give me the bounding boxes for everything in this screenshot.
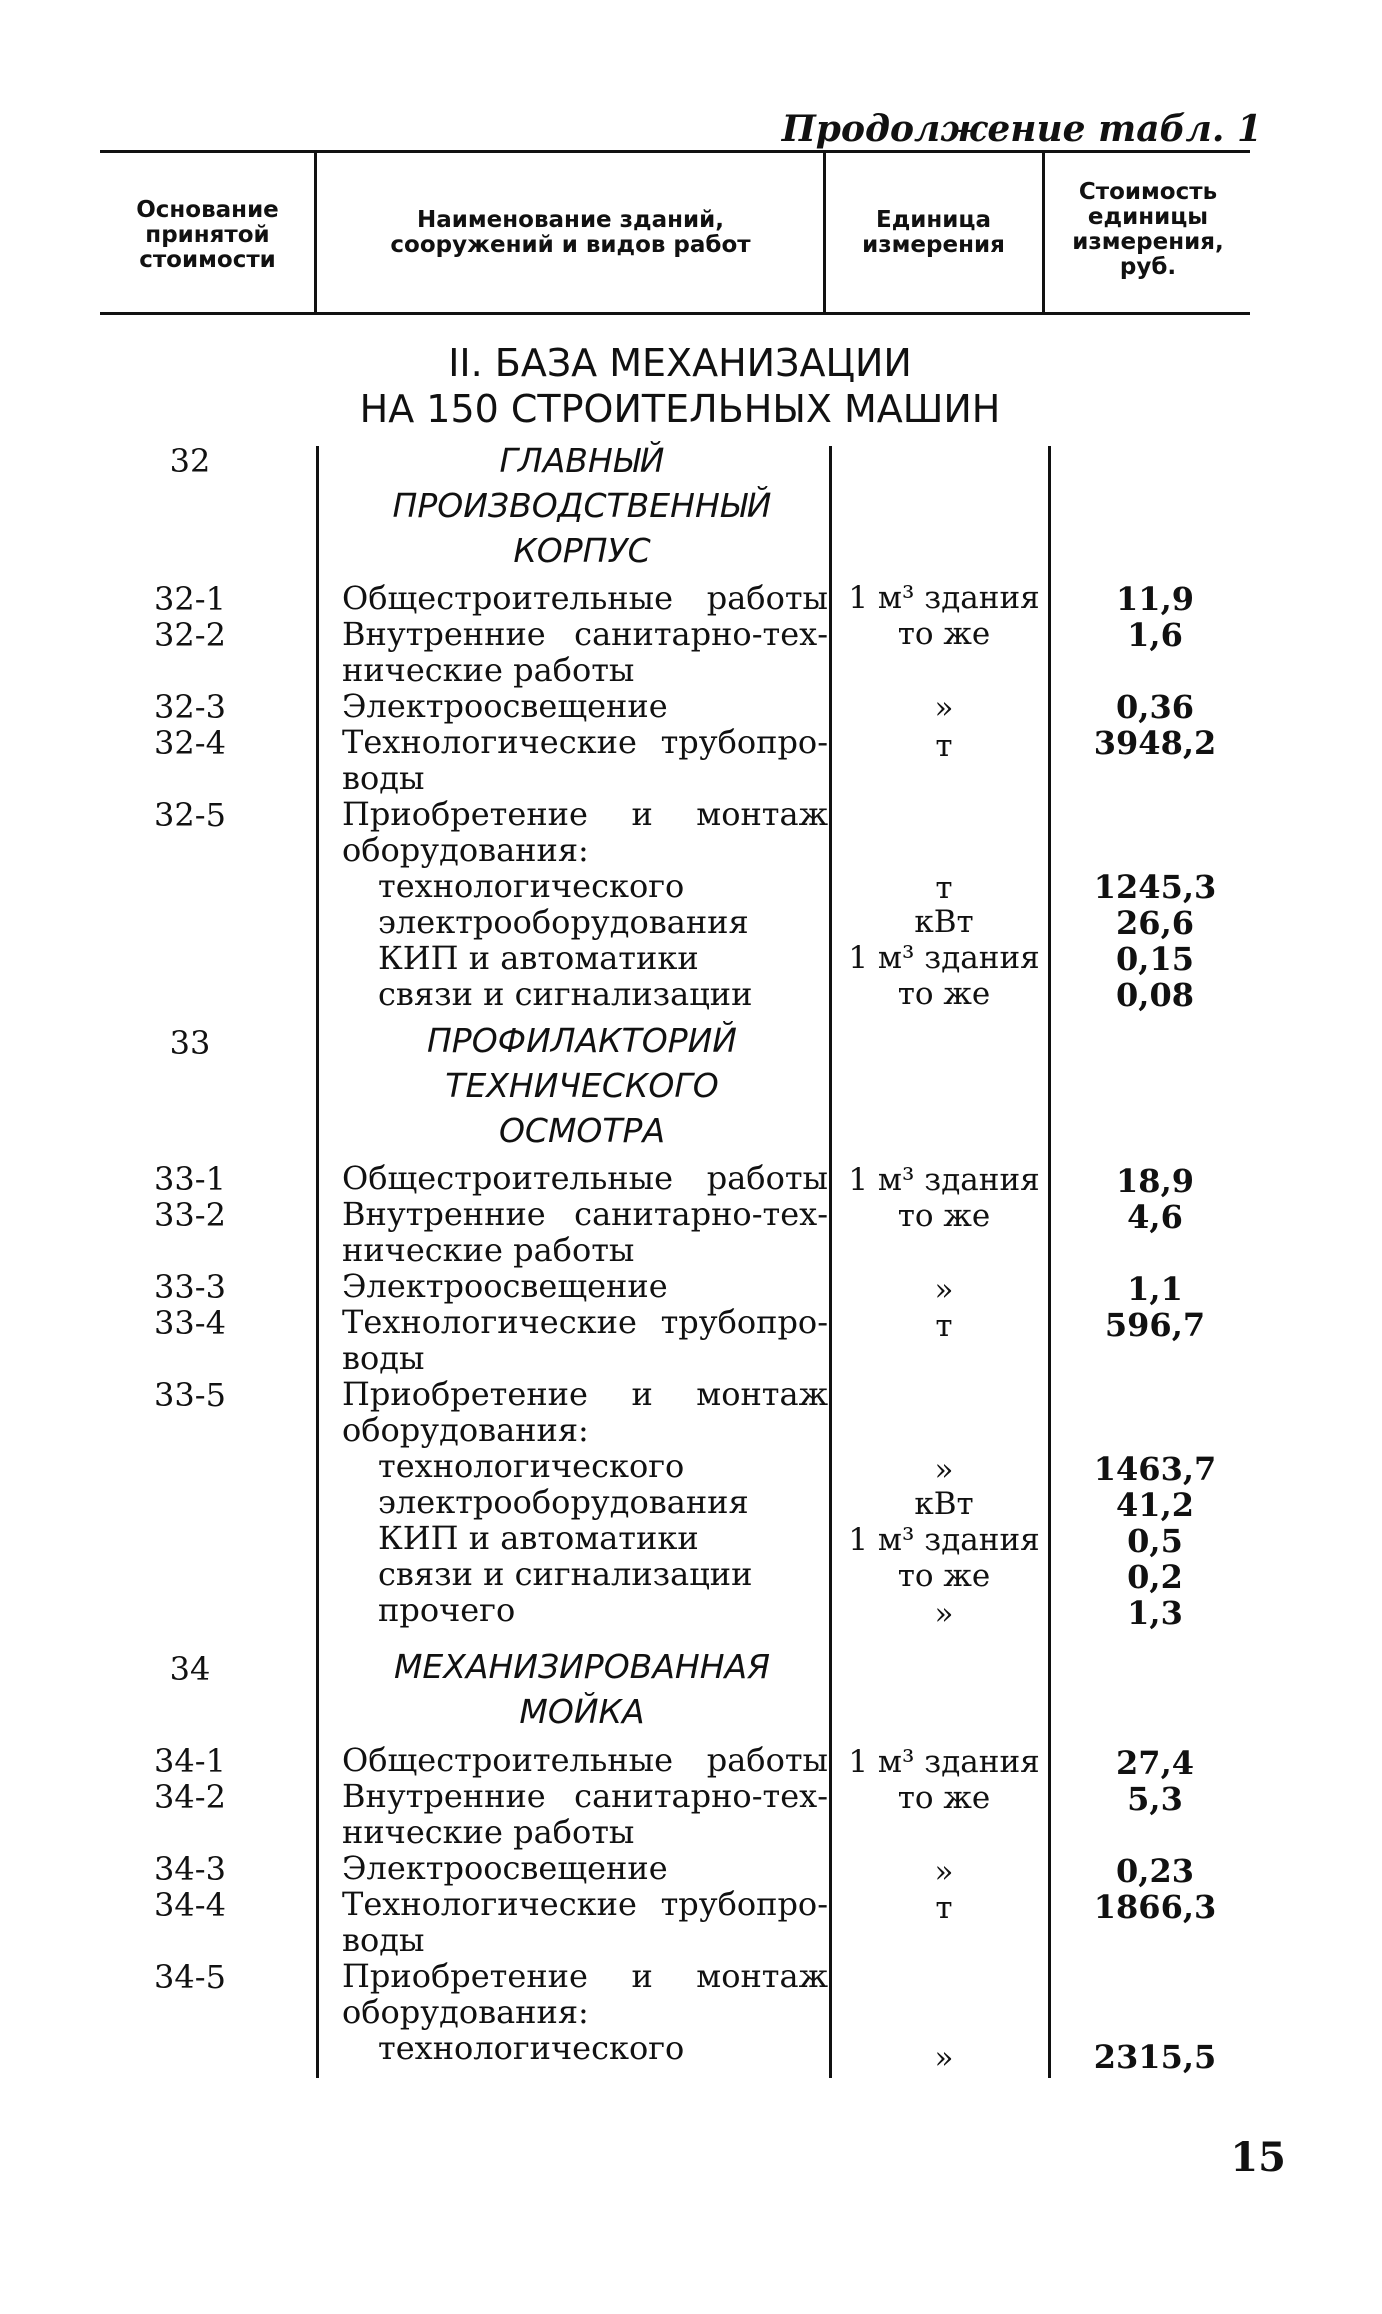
section-title: II. БАЗА МЕХАНИЗАЦИИ НА 150 СТРОИТЕЛЬНЫХ МАШИН [359, 341, 1001, 431]
group-code: 34 [169, 1650, 211, 1688]
header-top-rule [100, 150, 1250, 153]
header-cost: Стоимость единицы измерения, руб. [1072, 179, 1224, 280]
header-bottom-rule [100, 312, 1250, 315]
body-col-divider [316, 446, 319, 2078]
group-code: 33 [169, 1024, 211, 1062]
group-title: МЕХАНИЗИРОВАННАЯ МОЙКА [393, 1647, 771, 1731]
table-caption: Продолжение табл. 1 [781, 108, 1262, 150]
body-col-divider [829, 446, 832, 2078]
header-unit: Единица измерения [862, 207, 1005, 258]
group-title: ПРОФИЛАКТОРИЙ ТЕХНИЧЕСКОГО ОСМОТРА [426, 1021, 737, 1150]
header-col-divider [1042, 152, 1045, 312]
header-col-divider [314, 152, 317, 312]
header-basis: Основание принятой стоимости [136, 197, 279, 273]
page-number: 15 [1230, 2134, 1286, 2181]
header-name: Наименование зданий, сооружений и видов работ [390, 207, 751, 258]
group-code: 32 [169, 442, 211, 480]
group-title: ГЛАВНЫЙ ПРОИЗВОДСТВЕННЫЙ КОРПУС [392, 441, 772, 570]
